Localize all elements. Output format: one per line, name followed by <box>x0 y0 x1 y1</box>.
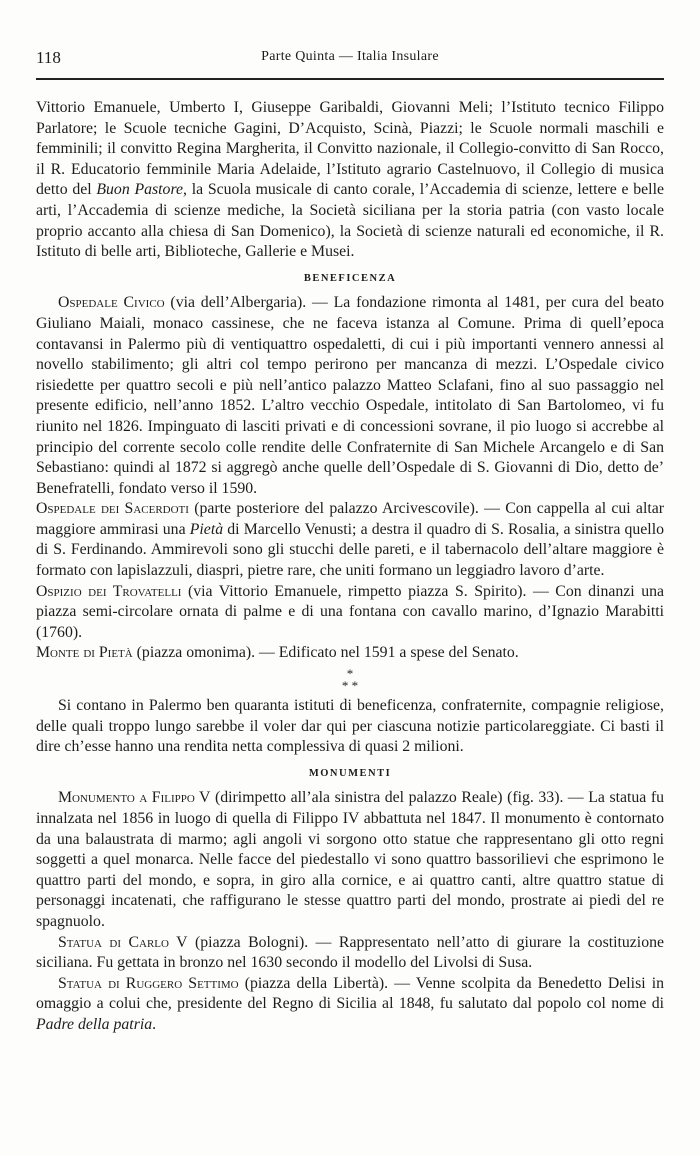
section-title-monumenti: MONUMENTI <box>308 767 392 779</box>
running-title: Parte Quinta — Italia Insulare <box>261 49 439 64</box>
page-header <box>36 48 664 72</box>
beneficenza-summary: Si contano in Palermo ben quaranta istituti di beneficenza, confraternite, compagnie religiose, delle quali troppo lungo sarebbe il voler dar qui per ciascuna notizie particolareggiate. Ci basti il dire ch’esse hanno una rendita netta complessiva di quasi 2 milioni. <box>36 697 664 756</box>
entry-ospedale-sacerdoti: Ospedale dei Sacerdoti (parte posteriore del palazzo Arcivescovile). — Con cappella al cui altar maggiore ammirasi una Pietà di Marcello Venusti; a destra il quadro di S. Rosalia, a sinistra quello di S. Ferdinando. Ammirevoli sono gli stucchi delle pareti, e il tabernacolo dell’altare maggiore è formato con lapislazzuli, diaspri, pietre rare, che uniti formano un leggiadro lavoro d’arte. <box>36 500 664 580</box>
page-number: 118 <box>36 48 61 67</box>
entry-monte-pieta: Monte di Pietà (piazza omonima). — Edificato nel 1591 a spese del Senato. <box>36 644 519 662</box>
section-title-beneficenza: BENEFICENZA <box>303 272 397 284</box>
entry-monumento-filippo-v: Monumento a Filippo V (dirimpetto all’ala sinistra del palazzo Reale) (fig. 33). — La statua fu innalzata nel 1856 in luogo di quella di Filippo IV abbattuta nel 1847. Il monumento è contornato da una balaustrata di marmo; agli angoli vi sorgono otto statue che rappresentano gli otto regni soggetti a quel monarca. Nelle facce del piedestallo vi sono quattro bassorilievi che esprimono le quattro parti del mondo, e sopra, in giro alla cornice, e ai quattro canti, altre quattro statue di personaggi incatenati, che raffigurano le stesse quattro parti del mondo, prostrate ai piedi del re spagnuolo. <box>36 789 664 930</box>
intro-paragraph: Vittorio Emanuele, Umberto I, Giuseppe Garibaldi, Giovanni Meli; l’Istituto tecnico Filippo Parlatore; le Scuole tecniche Gagini, D’Acquisto, Scinà, Piazzi; le Scuole normali maschili e femminili; il convitto Regina Margherita, il Convitto nazionale, il Collegio-convitto di San Rocco, il R. Educatorio femminile Maria Adelaide, l’Istituto agrario Castelnuovo, il Collegio di musica detto del Buon Pastore, la Scuola musicale di canto corale, l’Accademia di scienze, lettere e belle arti, l’Accademia di scienze mediche, la Società siciliana per la storia patria (con vasto locale proprio accanto alla chiesa di San Domenico), la Società di scienze naturali ed economiche, il R. Istituto di belle arti, Biblioteche, Gallerie e Musei. <box>36 99 664 261</box>
asterism: * * * <box>341 666 359 694</box>
page-body <box>36 98 664 1036</box>
entry-statua-carlo-v: Statua di Carlo V (piazza Bologni). — Rappresentato nell’atto di giurare la costituzione siciliana. Fu gettata in bronzo nel 1630 secondo il modello del Livolsi di Susa. <box>36 933 664 972</box>
entry-statua-ruggero-settimo: Statua di Ruggero Settimo (piazza della Libertà). — Venne scolpita da Benedetto Delisi in omaggio a colui che, presidente del Regno di Sicilia al 1848, fu salutato dal popolo col nome di Padre della patria. <box>36 974 665 1033</box>
entry-ospizio-trovatelli: Ospizio dei Trovatelli (via Vittorio Emanuele, rimpetto piazza S. Spirito). — Con dinanzi una piazza semi-circolare ornata di palme e di una fontana con cavallo marino, d’Ignazio Marabitti (1760). <box>36 582 665 641</box>
header-rule <box>36 78 664 80</box>
entry-ospedale-civico: Ospedale Civico (via dell’Albergaria). — La fondazione rimonta al 1481, per cura del beato Giuliano Maiali, monaco cassinese, che ne faceva istanza al Comune. Prima di quell’epoca contavansi in Palermo più di ventiquattro ospedaletti, di cui i più importanti vennero annessi al novello stabilimento; gli altri col tempo perirono per mancanza di mezzi. L’Ospedale civico risiedette per quattro secoli e più nell’antico palazzo Matteo Sclafani, fino al suo passaggio nel presente edificio, nell’anno 1852. L’altro vecchio Ospedale, intitolato di San Bartolomeo, vi fu riunito nel 1826. Impinguato di lasciti privati e di concessioni sovrane, il pio luogo si accrebbe al principio del corrente secolo colle rendite delle Confraternite di San Michele Arcangelo e di San Sebastiano: quindi al 1872 si aggregò anche quelle dell’Ospedale di S. Giovanni di Dio, detto de’ Benefratelli, fondato verso il 1590. <box>36 294 664 497</box>
